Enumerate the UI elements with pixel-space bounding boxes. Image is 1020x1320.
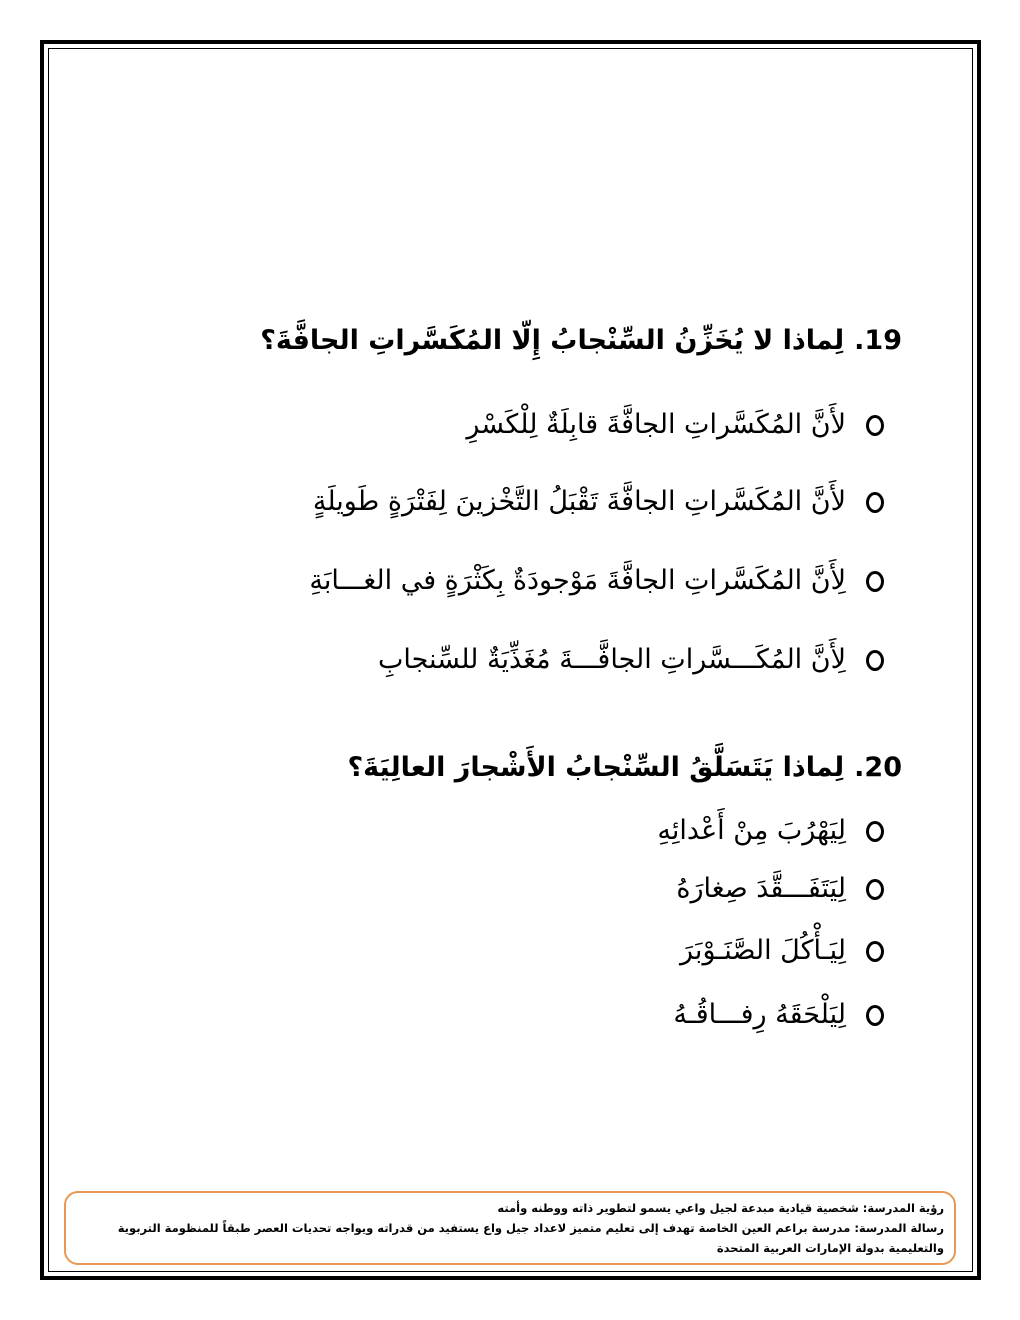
- question-20-text: لِماذا يَتَسَلَّقُ السِّنْجابُ الأَشْجارَ العالِيَةَ؟: [347, 752, 845, 783]
- option-label: لِأَنَّ المُكَـــسَّراتِ الجافَّـــةَ مُغَذِّيَةٌ للسِّنجابِ: [377, 644, 846, 675]
- question-19-text: لِماذا لا يُخَزِّنُ السِّنْجابُ إِلّا المُكَسَّراتِ الجافَّةَ؟: [260, 325, 845, 356]
- radio-icon[interactable]: [866, 650, 884, 671]
- radio-icon[interactable]: [866, 821, 884, 842]
- question-20-option-2[interactable]: [676, 869, 884, 909]
- radio-icon[interactable]: [866, 879, 884, 900]
- question-20-option-3[interactable]: [680, 931, 884, 971]
- radio-icon[interactable]: [866, 1005, 884, 1026]
- option-label: لِيَهْرُبَ مِنْ أَعْدائِهِ: [657, 815, 846, 846]
- radio-icon[interactable]: [866, 571, 884, 592]
- question-20-option-1[interactable]: [657, 811, 884, 851]
- radio-icon[interactable]: [866, 415, 884, 436]
- radio-icon[interactable]: [866, 941, 884, 962]
- option-label: لِيَلْحَقَهُ رِفـــاقُـهُ: [673, 999, 846, 1030]
- question-19-number: 19.: [854, 325, 902, 356]
- question-19-option-1[interactable]: [466, 405, 884, 445]
- option-label: لأَنَّ المُكَسَّراتِ الجافَّةَ تَقْبَلُ التَّخْزينَ لِفَتْرَةٍ طَويلَةٍ: [312, 486, 846, 517]
- question-19-option-3[interactable]: [309, 561, 884, 601]
- question-20-number: 20.: [854, 752, 902, 783]
- school-mission: رسالة المدرسة: مدرسة براعم العين الخاصة تهدف إلى تعليم متميز لاعداد جيل واع يستفيد من قدراته ويواجه تحديات العصر طبقاً للمنظومة التربوية والتعليمية بدولة الإمارات العربية المتحدة: [117, 1221, 944, 1255]
- question-19: [260, 321, 902, 361]
- option-label: لأَنَّ المُكَسَّراتِ الجافَّةَ قابِلَةٌ لِلْكَسْرِ: [466, 409, 846, 440]
- radio-icon[interactable]: [866, 492, 884, 513]
- question-19-option-2[interactable]: [313, 482, 884, 522]
- school-vision-mission-box: [64, 1191, 956, 1265]
- option-label: لِيَـأْكُلَ الصَّنَـوْبَرَ: [680, 935, 846, 966]
- question-20: [347, 748, 902, 788]
- option-label: لِأَنَّ المُكَسَّراتِ الجافَّةَ مَوْجودَةٌ بِكَثْرَةٍ في الغـــابَةِ: [309, 565, 846, 596]
- school-vision: رؤية المدرسة: شخصية قيادية مبدعة لجيل واعي يسمو لتطوير ذاته ووطنه وأمته: [497, 1201, 944, 1215]
- question-20-option-4[interactable]: [673, 995, 884, 1035]
- option-label: لِيَتَفَـــقَّدَ صِغارَهُ: [676, 873, 846, 904]
- question-19-option-4[interactable]: [378, 640, 884, 680]
